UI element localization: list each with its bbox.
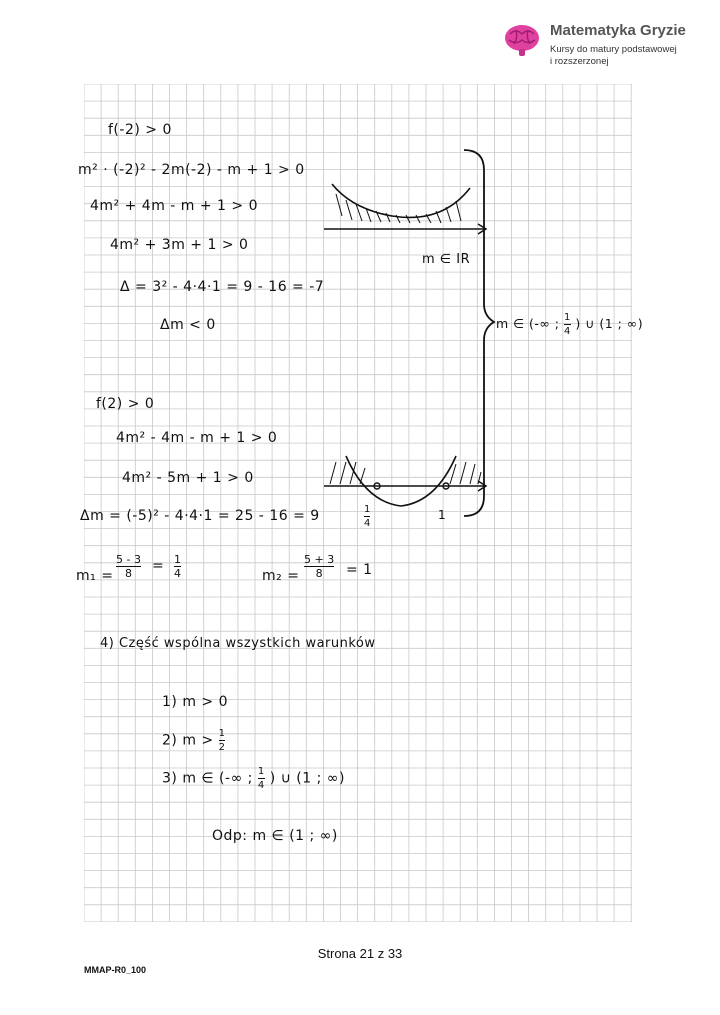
brace-result-prefix: m ∈ (-∞ ;	[496, 316, 560, 331]
line-simplify-2: 4m² - 5m + 1 > 0	[122, 470, 254, 486]
graph-paper	[76, 84, 644, 922]
line-substitution-1: m² · (-2)² - 2m(-2) - m + 1 > 0	[78, 162, 305, 178]
m2-fraction: 5 + 3 8	[304, 553, 335, 580]
graph1-parabola	[332, 184, 470, 217]
brain-icon	[500, 20, 544, 60]
m1-fraction: 5 - 3 8	[116, 553, 141, 580]
m1-label: m₁ =	[76, 568, 114, 584]
curly-brace	[464, 150, 494, 516]
line-expand-1: 4m² + 4m - m + 1 > 0	[90, 198, 258, 214]
graph2-parabola	[346, 456, 456, 506]
brand-header	[500, 20, 710, 76]
brand-tagline-line1: Kursy do matury podstawowej	[550, 44, 677, 55]
condition-1: 1) m > 0	[162, 694, 228, 710]
m2-label: m₂ =	[262, 568, 300, 584]
section4-heading: 4) Część wspólna wszystkich warunków	[100, 636, 376, 651]
graph1-hatching	[336, 194, 461, 223]
brace-result	[496, 312, 643, 337]
line-simplify-1: 4m² + 3m + 1 > 0	[110, 237, 249, 253]
brace-result-suffix: ) ∪ (1 ; ∞)	[575, 316, 644, 331]
graph2-root2-label: 1	[438, 508, 447, 522]
m1-value: 1 4	[174, 553, 181, 580]
graph2-hatching-right	[450, 462, 481, 484]
final-answer: Odp: m ∈ (1 ; ∞)	[212, 828, 338, 844]
brand-name: Matematyka Gryzie	[550, 22, 686, 39]
line-delta-1: Δ = 3² - 4·4·1 = 9 - 16 = -7	[120, 279, 325, 295]
line-f-2: f(2) > 0	[96, 396, 155, 412]
brand-tagline	[550, 44, 710, 68]
condition-2: 2) m > $\frac{1}{2}$	[162, 728, 226, 753]
brace-result-fraction: $\frac{1}{4}$	[563, 312, 571, 337]
document-code: MMAP-R0_100	[84, 965, 147, 975]
graph2-root1-label: 1 4	[364, 504, 371, 529]
line-f-minus2: f(-2) > 0	[108, 122, 172, 138]
brand-tagline-line2: i rozszerzonej	[550, 56, 609, 67]
graph1-label: m ∈ IR	[422, 252, 471, 267]
line-delta-2: Δm = (-5)² - 4·4·1 = 25 - 16 = 9	[80, 508, 320, 524]
condition-3: 3) m ∈ (-∞ ; $\frac{1}{4}$ ) ∪ (1 ; ∞)	[162, 766, 345, 791]
line-substitution-2: 4m² - 4m - m + 1 > 0	[116, 430, 278, 446]
page-number: Strona 21 z 33	[317, 946, 403, 961]
m2-eq: = 1	[346, 562, 373, 578]
m1-eq: =	[152, 558, 165, 574]
line-delta-negative: Δm < 0	[160, 317, 216, 333]
